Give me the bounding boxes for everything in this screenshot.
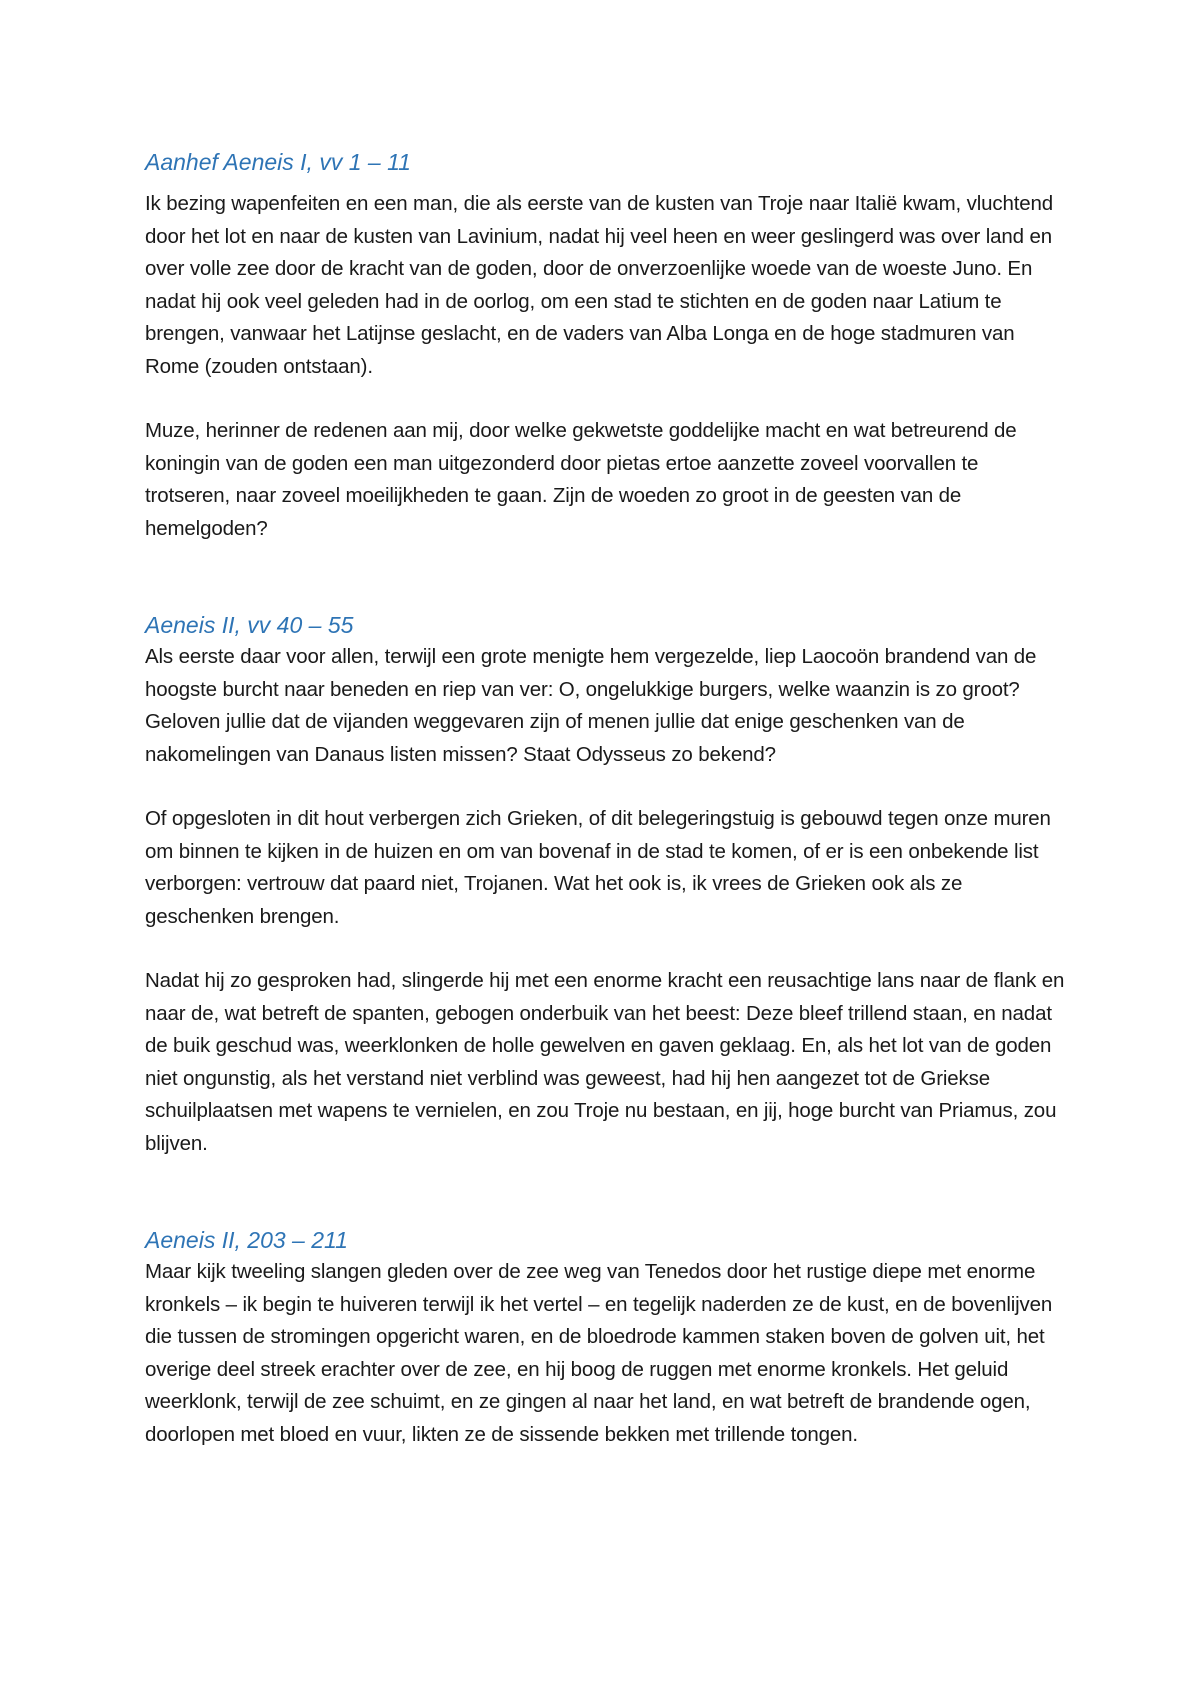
paragraph: Muze, herinner de redenen aan mij, door welke gekwetste goddelijke macht en wat betreurend de koningin van de goden een man uitgezonderd door pietas ertoe aanzette zoveel voorvallen te trotseren, naar zoveel moeilijkheden te gaan. Zijn de woeden zo groot in de geesten van de hemelgoden? [145,419,1017,540]
paragraph: Nadat hij zo gesproken had, slingerde hij met een enorme kracht een reusachtige lans naar de flank en naar de, wat betreft de spanten, gebogen onderbuik van het beest: Deze bleef trillend staan, en nadat de buik geschud was, weerklonken de holle gewelven en gaven geklaag. En, als het lot van de goden niet ongunstig, als het verstand niet verblind was geweest, had hij hen aangezet tot de Griekse schuilplaatsen met wapens te vernielen, en zou Troje nu bestaan, en jij, hoge burcht van Priamus, zou blijven. [145,969,1065,1155]
document-page [145,146,1065,1451]
section-title-aeneis-2-203: Aeneis II, 203 – 211 [145,1227,348,1253]
spacer [145,1160,1065,1224]
paragraph: Als eerste daar voor allen, terwijl een grote menigte hem vergezelde, liep Laocoön brandend van de hoogste burcht naar beneden en riep van ver: O, ongelukkige burgers, welke waanzin is zo groot? Geloven jullie dat de vijanden weggevaren zijn of menen jullie dat enige geschenken van de nakomelingen van Danaus listen missen? Staat Odysseus zo bekend? [145,645,1037,766]
section-title-aeneis-2-40: Aeneis II, vv 40 – 55 [145,612,354,638]
spacer [145,178,1065,188]
spacer [145,933,1065,965]
paragraph: Of opgesloten in dit hout verbergen zich Grieken, of dit belegeringstuig is gebouwd tegen onze muren om binnen te kijken in de huizen en om van bovenaf in de stad te komen, of er is een onbekende list verborgen: vertrouw dat paard niet, Trojanen. Wat het ook is, ik vrees de Grieken ook als ze geschenken brengen. [145,807,1051,928]
paragraph: Maar kijk tweeling slangen gleden over de zee weg van Tenedos door het rustige diepe met enorme kronkels – ik begin te huiveren terwijl ik het vertel – en tegelijk naderden ze de kust, en de bovenlijven die tussen de stromingen opgericht waren, en de bloedrode kammen staken boven de golven uit, het overige deel streek erachter over de zee, en hij boog de ruggen met enorme kronkels. Het geluid weerklonk, terwijl de zee schuimt, en ze gingen al naar het land, en wat betreft de brandende ogen, doorlopen met bloed en vuur, likten ze de sissende bekken met trillende tongen. [145,1260,1053,1446]
spacer [145,771,1065,803]
section-title-aeneis-1: Aanhef Aeneis I, vv 1 – 11 [145,149,411,175]
spacer [145,545,1065,609]
paragraph: Ik bezing wapenfeiten en een man, die als eerste van de kusten van Troje naar Italië kwam, vluchtend door het lot en naar de kusten van Lavinium, nadat hij veel heen en weer geslingerd was over land en over volle zee door de kracht van de goden, door de onverzoenlijke woede van de woeste Juno. En nadat hij ook veel geleden had in de oorlog, om een stad te stichten en de goden naar Latium te brengen, vanwaar het Latijnse geslacht, en de vaders van Alba Longa en de hoge stadmuren van Rome (zouden ontstaan). [145,192,1054,378]
spacer [145,383,1065,415]
